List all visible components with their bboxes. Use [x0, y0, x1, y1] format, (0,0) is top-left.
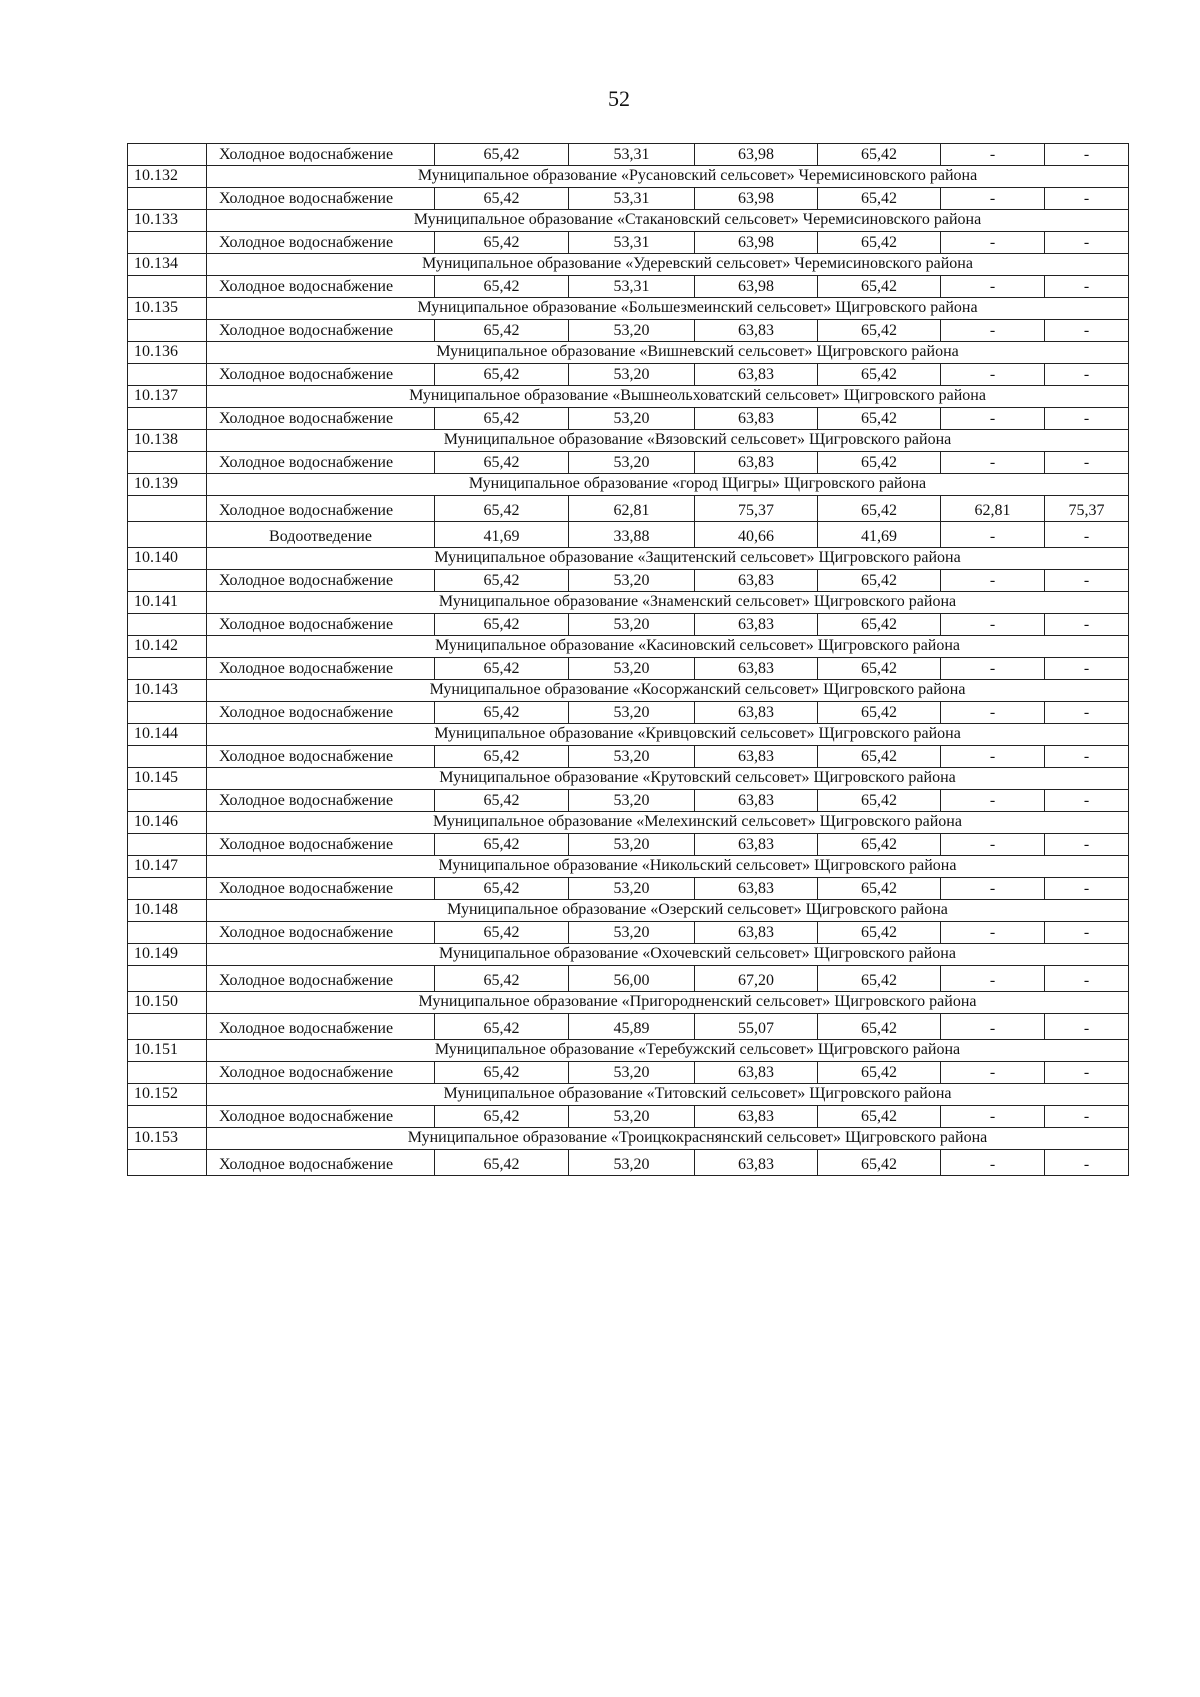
tariff-value: 65,42	[818, 790, 941, 812]
tariff-value: 63,83	[695, 364, 818, 386]
tariff-value: 65,42	[435, 702, 569, 724]
municipality-title: Муниципальное образование «Пригородненский сельсовет» Щигровского района	[207, 992, 1129, 1014]
tariff-value: 56,00	[569, 966, 695, 992]
tariff-value: -	[1045, 614, 1129, 636]
tariff-value: -	[1045, 922, 1129, 944]
service-cell: Холодное водоснабжение	[207, 1062, 435, 1084]
tariff-value: -	[941, 232, 1045, 254]
tariff-value: 65,42	[435, 188, 569, 210]
row-number-cell	[128, 922, 207, 944]
tariff-value: -	[941, 790, 1045, 812]
section-header-row	[128, 724, 1129, 746]
section-header-row	[128, 210, 1129, 232]
tariff-value: 53,20	[569, 452, 695, 474]
tariff-value: 53,20	[569, 570, 695, 592]
tariff-value: 53,31	[569, 232, 695, 254]
tariff-value: -	[1045, 746, 1129, 768]
tariff-value: 65,42	[818, 834, 941, 856]
tariff-value: -	[941, 522, 1045, 548]
tariff-value: 75,37	[695, 496, 818, 522]
tariff-value: 65,42	[435, 834, 569, 856]
tariff-value: 65,42	[818, 1014, 941, 1040]
section-number: 10.138	[128, 430, 207, 452]
municipality-title: Муниципальное образование «Защитенский сельсовет» Щигровского района	[207, 548, 1129, 570]
row-number-cell	[128, 614, 207, 636]
section-header-row	[128, 548, 1129, 570]
service-cell: Холодное водоснабжение	[207, 1150, 435, 1176]
service-cell: Холодное водоснабжение	[207, 614, 435, 636]
section-header-row	[128, 592, 1129, 614]
tariff-value: -	[941, 1106, 1045, 1128]
tariff-value: 65,42	[435, 966, 569, 992]
row-number-cell	[128, 276, 207, 298]
tariff-value: 53,20	[569, 746, 695, 768]
tariff-value: 65,42	[818, 1150, 941, 1176]
section-header-row	[128, 944, 1129, 966]
table-row	[128, 614, 1129, 636]
tariff-value: 65,42	[818, 658, 941, 680]
tariff-value: 63,83	[695, 834, 818, 856]
table-row	[128, 364, 1129, 386]
tariff-value: 65,42	[435, 276, 569, 298]
tariff-value: -	[941, 702, 1045, 724]
tariff-value: 65,42	[435, 1014, 569, 1040]
municipality-title: Муниципальное образование «Охочевский сельсовет» Щигровского района	[207, 944, 1129, 966]
tariff-value: 67,20	[695, 966, 818, 992]
tariff-value: -	[1045, 1014, 1129, 1040]
tariff-value: -	[1045, 364, 1129, 386]
tariff-value: 62,81	[941, 496, 1045, 522]
section-number: 10.153	[128, 1128, 207, 1150]
tariff-value: 65,42	[435, 790, 569, 812]
service-cell: Холодное водоснабжение	[207, 570, 435, 592]
row-number-cell	[128, 570, 207, 592]
section-header-row	[128, 856, 1129, 878]
section-header-row	[128, 636, 1129, 658]
tariff-value: 65,42	[818, 232, 941, 254]
tariff-value: -	[941, 746, 1045, 768]
section-header-row	[128, 680, 1129, 702]
municipality-title: Муниципальное образование «Касиновский сельсовет» Щигровского района	[207, 636, 1129, 658]
service-cell: Холодное водоснабжение	[207, 834, 435, 856]
tariff-value: 65,42	[435, 496, 569, 522]
section-number: 10.144	[128, 724, 207, 746]
row-number-cell	[128, 878, 207, 900]
tariff-value: 63,83	[695, 790, 818, 812]
tariff-value: 63,83	[695, 320, 818, 342]
tariff-value: 65,42	[818, 922, 941, 944]
row-number-cell	[128, 746, 207, 768]
tariff-value: 45,89	[569, 1014, 695, 1040]
service-cell: Холодное водоснабжение	[207, 276, 435, 298]
service-cell: Холодное водоснабжение	[207, 702, 435, 724]
tariff-value: -	[1045, 1150, 1129, 1176]
section-number: 10.136	[128, 342, 207, 364]
tariff-value: 63,83	[695, 452, 818, 474]
tariff-value: 65,42	[818, 364, 941, 386]
table-row	[128, 408, 1129, 430]
tariff-value: -	[941, 144, 1045, 166]
tariff-value: -	[1045, 522, 1129, 548]
row-number-cell	[128, 658, 207, 680]
municipality-title: Муниципальное образование «Русановский сельсовет» Черемисиновского района	[207, 166, 1129, 188]
row-number-cell	[128, 1062, 207, 1084]
tariff-value: 53,20	[569, 320, 695, 342]
tariff-value: 65,42	[818, 320, 941, 342]
tariff-value: -	[941, 452, 1045, 474]
service-cell: Холодное водоснабжение	[207, 320, 435, 342]
municipality-title: Муниципальное образование «Вязовский сельсовет» Щигровского района	[207, 430, 1129, 452]
tariff-value: -	[1045, 144, 1129, 166]
section-header-row	[128, 900, 1129, 922]
row-number-cell	[128, 408, 207, 430]
tariff-value: -	[1045, 790, 1129, 812]
section-number: 10.151	[128, 1040, 207, 1062]
tariff-value: -	[941, 966, 1045, 992]
municipality-title: Муниципальное образование «Мелехинский сельсовет» Щигровского района	[207, 812, 1129, 834]
tariff-value: 65,42	[435, 878, 569, 900]
tariff-table	[127, 143, 1129, 1176]
tariff-value: 41,69	[435, 522, 569, 548]
tariff-value: 65,42	[435, 614, 569, 636]
tariff-value: 63,98	[695, 144, 818, 166]
service-cell: Холодное водоснабжение	[207, 188, 435, 210]
row-number-cell	[128, 702, 207, 724]
tariff-value: -	[941, 570, 1045, 592]
section-number: 10.137	[128, 386, 207, 408]
table-row	[128, 452, 1129, 474]
row-number-cell	[128, 232, 207, 254]
section-number: 10.149	[128, 944, 207, 966]
section-number: 10.133	[128, 210, 207, 232]
table-row	[128, 966, 1129, 992]
section-header-row	[128, 1040, 1129, 1062]
row-number-cell	[128, 1150, 207, 1176]
tariff-value: -	[941, 276, 1045, 298]
tariff-value: 65,42	[818, 452, 941, 474]
tariff-value: -	[1045, 320, 1129, 342]
service-cell: Холодное водоснабжение	[207, 922, 435, 944]
service-cell: Холодное водоснабжение	[207, 452, 435, 474]
section-header-row	[128, 298, 1129, 320]
tariff-value: 65,42	[435, 232, 569, 254]
section-number: 10.147	[128, 856, 207, 878]
section-header-row	[128, 430, 1129, 452]
tariff-value: 65,42	[818, 614, 941, 636]
tariff-value: 65,42	[435, 922, 569, 944]
row-number-cell	[128, 790, 207, 812]
tariff-value: 65,42	[818, 276, 941, 298]
tariff-value: 65,42	[818, 878, 941, 900]
tariff-value: 65,42	[435, 452, 569, 474]
tariff-value: 63,83	[695, 1106, 818, 1128]
tariff-value: -	[1045, 570, 1129, 592]
tariff-value: -	[1045, 188, 1129, 210]
table-row	[128, 1062, 1129, 1084]
tariff-value: 65,42	[435, 1150, 569, 1176]
tariff-value: -	[1045, 276, 1129, 298]
tariff-value: -	[1045, 834, 1129, 856]
section-header-row	[128, 342, 1129, 364]
tariff-value: 63,83	[695, 1062, 818, 1084]
tariff-value: 65,42	[818, 702, 941, 724]
tariff-value: 63,83	[695, 746, 818, 768]
section-header-row	[128, 812, 1129, 834]
tariff-value: 53,31	[569, 144, 695, 166]
service-cell: Холодное водоснабжение	[207, 144, 435, 166]
tariff-value: 53,20	[569, 408, 695, 430]
table-row	[128, 658, 1129, 680]
municipality-title: Муниципальное образование «Стакановский сельсовет» Черемисиновского района	[207, 210, 1129, 232]
service-cell: Холодное водоснабжение	[207, 232, 435, 254]
tariff-value: 53,20	[569, 834, 695, 856]
tariff-value: 63,83	[695, 702, 818, 724]
table-row	[128, 1014, 1129, 1040]
tariff-value: -	[941, 834, 1045, 856]
tariff-value: 63,83	[695, 658, 818, 680]
tariff-value: 53,20	[569, 614, 695, 636]
tariff-value: 40,66	[695, 522, 818, 548]
tariff-value: 33,88	[569, 522, 695, 548]
tariff-value: 65,42	[818, 570, 941, 592]
row-number-cell	[128, 496, 207, 522]
tariff-value: 65,42	[435, 746, 569, 768]
tariff-value: 53,20	[569, 878, 695, 900]
municipality-title: Муниципальное образование «Теребужский сельсовет» Щигровского района	[207, 1040, 1129, 1062]
row-number-cell	[128, 364, 207, 386]
municipality-title: Муниципальное образование «Кривцовский сельсовет» Щигровского района	[207, 724, 1129, 746]
section-header-row	[128, 254, 1129, 276]
service-cell: Холодное водоснабжение	[207, 496, 435, 522]
table-row	[128, 1106, 1129, 1128]
municipality-title: Муниципальное образование «Косоржанский сельсовет» Щигровского района	[207, 680, 1129, 702]
tariff-value: 63,83	[695, 408, 818, 430]
tariff-value: -	[1045, 232, 1129, 254]
section-header-row	[128, 1128, 1129, 1150]
table-row	[128, 878, 1129, 900]
tariff-value: -	[1045, 1106, 1129, 1128]
tariff-value: -	[941, 320, 1045, 342]
table-row	[128, 834, 1129, 856]
tariff-value: 53,20	[569, 922, 695, 944]
municipality-title: Муниципальное образование «Озерский сельсовет» Щигровского района	[207, 900, 1129, 922]
tariff-value: 53,20	[569, 1150, 695, 1176]
tariff-value: 65,42	[818, 408, 941, 430]
row-number-cell	[128, 144, 207, 166]
row-number-cell	[128, 834, 207, 856]
row-number-cell	[128, 522, 207, 548]
municipality-title: Муниципальное образование «Знаменский сельсовет» Щигровского района	[207, 592, 1129, 614]
table-row	[128, 144, 1129, 166]
row-number-cell	[128, 1106, 207, 1128]
table-row	[128, 276, 1129, 298]
service-cell: Холодное водоснабжение	[207, 1014, 435, 1040]
table-row	[128, 1150, 1129, 1176]
section-header-row	[128, 992, 1129, 1014]
service-cell: Холодное водоснабжение	[207, 408, 435, 430]
row-number-cell	[128, 452, 207, 474]
tariff-value: -	[941, 614, 1045, 636]
section-number: 10.146	[128, 812, 207, 834]
tariff-value: 63,83	[695, 922, 818, 944]
tariff-value: 65,42	[435, 1062, 569, 1084]
tariff-value: -	[941, 188, 1045, 210]
municipality-title: Муниципальное образование «Никольский сельсовет» Щигровского района	[207, 856, 1129, 878]
table-body	[128, 144, 1129, 1176]
page-number: 52	[608, 86, 630, 111]
service-cell: Холодное водоснабжение	[207, 878, 435, 900]
tariff-value: -	[1045, 1062, 1129, 1084]
section-header-row	[128, 386, 1129, 408]
municipality-title: Муниципальное образование «Большезмеинский сельсовет» Щигровского района	[207, 298, 1129, 320]
table-row	[128, 570, 1129, 592]
row-number-cell	[128, 188, 207, 210]
tariff-value: -	[941, 922, 1045, 944]
tariff-value: 65,42	[435, 364, 569, 386]
tariff-value: 53,20	[569, 364, 695, 386]
tariff-value: 65,42	[818, 746, 941, 768]
municipality-title: Муниципальное образование «Удеревский сельсовет» Черемисиновского района	[207, 254, 1129, 276]
tariff-value: 55,07	[695, 1014, 818, 1040]
table-row	[128, 232, 1129, 254]
tariff-value: -	[941, 408, 1045, 430]
tariff-value: 65,42	[818, 496, 941, 522]
tariff-value: 65,42	[818, 966, 941, 992]
table-row	[128, 922, 1129, 944]
tariff-value: 41,69	[818, 522, 941, 548]
section-number: 10.145	[128, 768, 207, 790]
table-row	[128, 790, 1129, 812]
service-cell: Водоотведение	[207, 522, 435, 548]
tariff-value: 65,42	[435, 1106, 569, 1128]
tariff-value: 65,42	[818, 1106, 941, 1128]
section-header-row	[128, 768, 1129, 790]
section-number: 10.141	[128, 592, 207, 614]
tariff-value: 65,42	[435, 320, 569, 342]
row-number-cell	[128, 320, 207, 342]
tariff-value: 63,83	[695, 1150, 818, 1176]
table-row	[128, 320, 1129, 342]
tariff-value: 63,98	[695, 276, 818, 298]
tariff-value: 65,42	[818, 144, 941, 166]
tariff-value: 65,42	[818, 188, 941, 210]
tariff-value: 63,83	[695, 878, 818, 900]
service-cell: Холодное водоснабжение	[207, 364, 435, 386]
municipality-title: Муниципальное образование «Троицкокраснянский сельсовет» Щигровского района	[207, 1128, 1129, 1150]
tariff-value: -	[1045, 452, 1129, 474]
service-cell: Холодное водоснабжение	[207, 790, 435, 812]
tariff-value: 65,42	[435, 144, 569, 166]
service-cell: Холодное водоснабжение	[207, 746, 435, 768]
section-header-row	[128, 474, 1129, 496]
section-number: 10.139	[128, 474, 207, 496]
tariff-value: 65,42	[818, 1062, 941, 1084]
tariff-value: -	[1045, 702, 1129, 724]
tariff-value: -	[941, 658, 1045, 680]
service-cell: Холодное водоснабжение	[207, 658, 435, 680]
service-cell: Холодное водоснабжение	[207, 966, 435, 992]
section-number: 10.135	[128, 298, 207, 320]
section-number: 10.134	[128, 254, 207, 276]
municipality-title: Муниципальное образование «Вишневский сельсовет» Щигровского района	[207, 342, 1129, 364]
section-number: 10.143	[128, 680, 207, 702]
tariff-value: -	[941, 1150, 1045, 1176]
tariff-value: 53,31	[569, 188, 695, 210]
section-number: 10.148	[128, 900, 207, 922]
tariff-value: -	[1045, 658, 1129, 680]
section-number: 10.152	[128, 1084, 207, 1106]
tariff-value: 53,20	[569, 1062, 695, 1084]
municipality-title: Муниципальное образование «Титовский сельсовет» Щигровского района	[207, 1084, 1129, 1106]
tariff-value: 65,42	[435, 408, 569, 430]
tariff-value: 53,20	[569, 702, 695, 724]
table-row	[128, 496, 1129, 522]
tariff-value: 53,20	[569, 658, 695, 680]
tariff-value: 63,98	[695, 188, 818, 210]
municipality-title: Муниципальное образование «Вышнеольховатский сельсовет» Щигровского района	[207, 386, 1129, 408]
tariff-value: 65,42	[435, 570, 569, 592]
table-row	[128, 188, 1129, 210]
tariff-value: 53,31	[569, 276, 695, 298]
tariff-value: -	[1045, 878, 1129, 900]
section-number: 10.140	[128, 548, 207, 570]
tariff-value: 63,98	[695, 232, 818, 254]
tariff-value: 65,42	[435, 658, 569, 680]
tariff-value: -	[1045, 966, 1129, 992]
section-header-row	[128, 166, 1129, 188]
section-number: 10.150	[128, 992, 207, 1014]
municipality-title: Муниципальное образование «город Щигры» Щигровского района	[207, 474, 1129, 496]
tariff-value: -	[1045, 408, 1129, 430]
tariff-value: 53,20	[569, 1106, 695, 1128]
tariff-value: 63,83	[695, 570, 818, 592]
tariff-value: 75,37	[1045, 496, 1129, 522]
service-cell: Холодное водоснабжение	[207, 1106, 435, 1128]
row-number-cell	[128, 966, 207, 992]
section-header-row	[128, 1084, 1129, 1106]
tariff-value: 62,81	[569, 496, 695, 522]
tariff-value: -	[941, 878, 1045, 900]
tariff-value: -	[941, 1014, 1045, 1040]
table-row	[128, 522, 1129, 548]
table-row	[128, 746, 1129, 768]
row-number-cell	[128, 1014, 207, 1040]
tariff-value: 53,20	[569, 790, 695, 812]
municipality-title: Муниципальное образование «Крутовский сельсовет» Щигровского района	[207, 768, 1129, 790]
section-number: 10.142	[128, 636, 207, 658]
tariff-value: -	[941, 1062, 1045, 1084]
section-number: 10.132	[128, 166, 207, 188]
tariff-value: 63,83	[695, 614, 818, 636]
tariff-value: -	[941, 364, 1045, 386]
table-row	[128, 702, 1129, 724]
